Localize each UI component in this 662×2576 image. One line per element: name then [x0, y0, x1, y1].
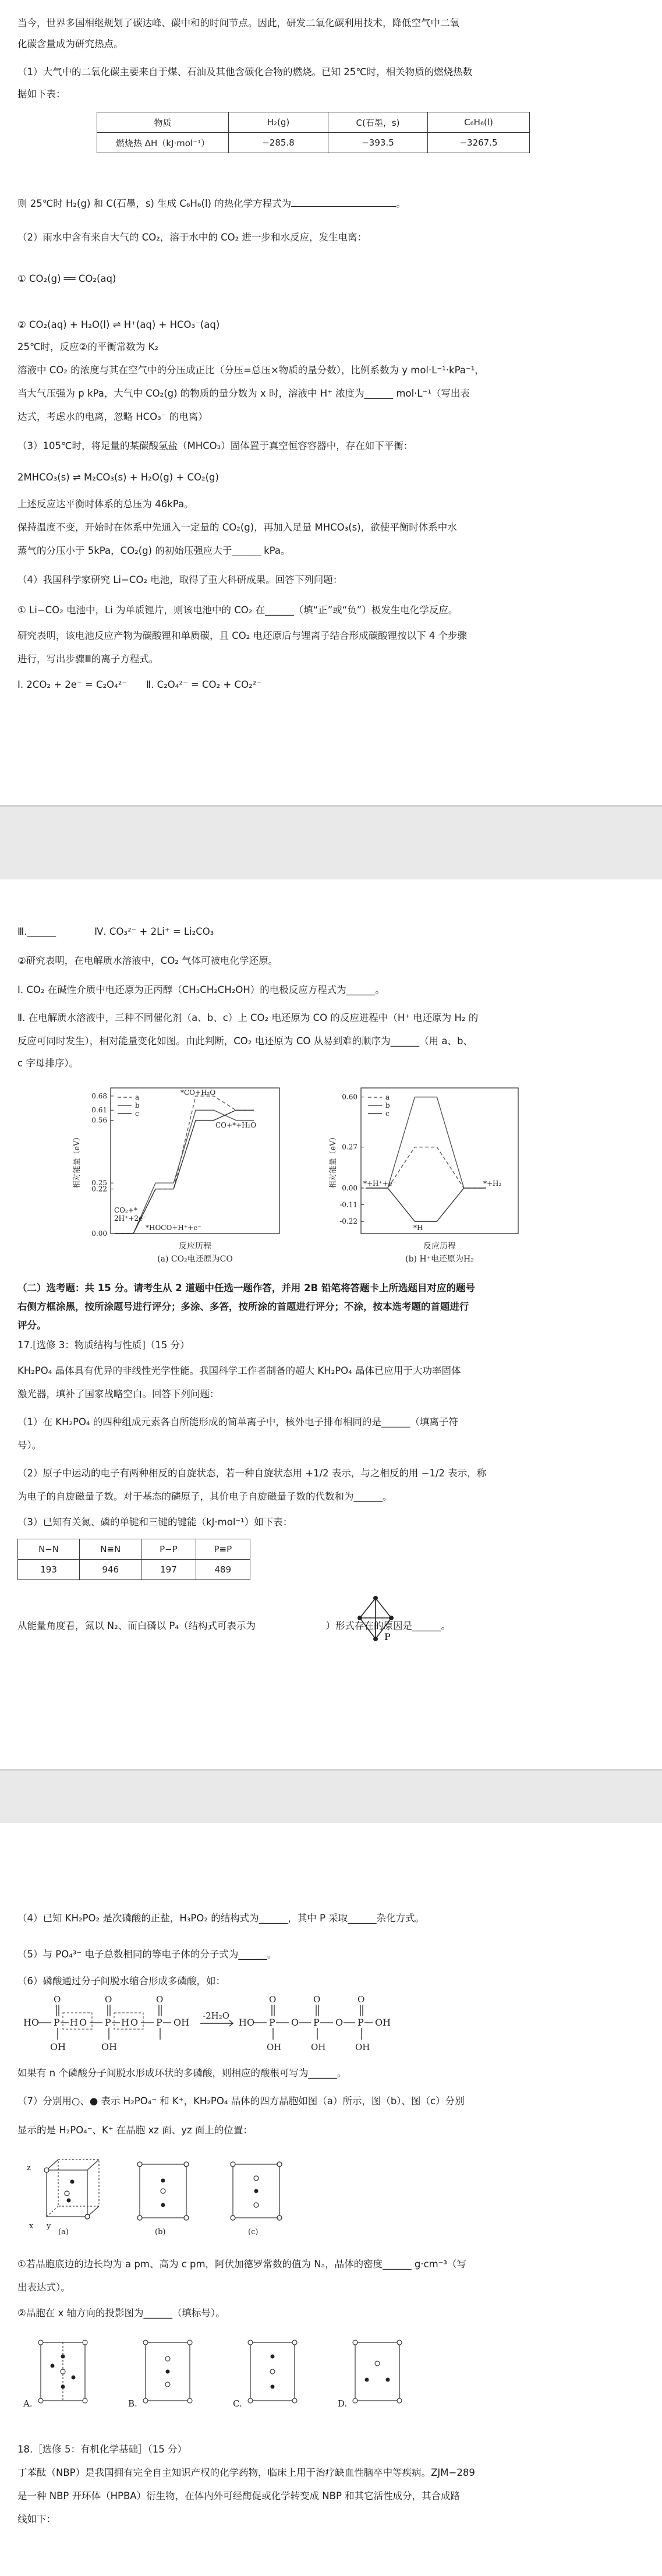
text-line: 上述反应达平衡时体系的总压为 46kPa。 — [17, 499, 194, 510]
cell-a-edge — [87, 2160, 99, 2170]
k-ion — [386, 2378, 390, 2382]
p4-bond — [376, 1598, 391, 1618]
text-line: ① Li−CO₂ 电池中，Li 为单质锂片，则该电池中的 CO₂ 在______（填“正”或“负”）极发生电化学反应。 — [17, 605, 458, 616]
text-line: 则 25℃时 H₂(g) 和 C(石墨，s) 生成 C₆H₆(l) 的热化学方程式为 。 — [17, 196, 646, 212]
page-divider — [0, 1769, 662, 1771]
text-line: 激光器，填补了国家战略空白。回答下列问题： — [17, 1388, 220, 1400]
h2po4-ion — [292, 2340, 297, 2345]
option-label: A. — [23, 2398, 33, 2409]
page-1 — [0, 0, 662, 807]
h2po4-ion — [187, 2340, 192, 2345]
option-d-frame — [355, 2342, 399, 2401]
k-ion — [61, 2385, 65, 2389]
chart-title: (b) H⁺电还原为H₂ — [405, 1255, 474, 1264]
table-header-cell: H₂(g) — [229, 112, 328, 133]
reaction-condition: -2H₂O — [203, 2010, 230, 2021]
y-tick-label: 0.00 — [342, 1183, 357, 1192]
plot-frame — [361, 1088, 518, 1234]
y-axis-label: 相对能量（eV） — [73, 1133, 82, 1189]
atom-label: O — [357, 1994, 365, 2005]
k-ion — [51, 2364, 55, 2368]
h2po4-ion — [254, 2203, 259, 2207]
atom-label: OH — [101, 2041, 118, 2052]
atom-label: O — [313, 1994, 321, 2005]
table-header-cell: N−N — [18, 1539, 80, 1560]
p4-bond — [360, 1618, 376, 1639]
legend-label: b — [135, 1101, 140, 1109]
text-line: （二）选考题：共 15 分。请考生从 2 道题中任选一题作答，并用 2B 铅笔将答题卡上所选题目对应的题号 — [17, 1282, 475, 1294]
text-line: （3）105℃时，将足量的某碳酸氢盐（MHCO₃）固体置于真空恒容容器中，存在如下平衡： — [17, 440, 413, 451]
h2po4-ion — [65, 2191, 69, 2196]
table-header-row — [97, 112, 530, 133]
crystal-cell-figures — [23, 2147, 349, 2246]
legend-label: c — [135, 1109, 139, 1118]
text-line: 蒸气的分压小于 5kPa，CO₂(g) 的初始压强应大于______ kPa。 — [17, 545, 291, 556]
atom-label: O — [335, 2017, 344, 2028]
y-tick-label: 0.60 — [342, 1093, 357, 1101]
text-line: 进行，写出步骤Ⅲ的离子方程式。 — [17, 653, 159, 665]
text-line: 如果有 n 个磷酸分子间脱水形成环状的多磷酸，则相应的酸根可写为______。 — [17, 2068, 347, 2079]
annotation: *+H₂ — [483, 1179, 502, 1188]
cell-a-back — [58, 2160, 99, 2206]
y-tick-label: 0.56 — [91, 1116, 107, 1125]
text-line: 达式，考虑水的电离，忽略 HCO₃⁻ 的电离） — [17, 411, 208, 422]
h2po4-ion — [353, 2340, 357, 2345]
option-label: C. — [233, 2398, 242, 2409]
text-line: Ⅱ. 在电解质水溶液中，三种不同催化剂（a、b、c）上 CO₂ 电还原为 CO 的反应进程中（H⁺ 电还原为 H₂ 的 — [17, 1012, 479, 1023]
table-cell: −3267.5 — [428, 133, 530, 153]
text-line: （2）雨水中含有来自大气的 CO₂，溶于水中的 CO₂ 进一步和水反应，发生电离： — [17, 232, 367, 243]
text-line: ① CO₂(g) ══ CO₂(aq) — [17, 273, 116, 284]
y-tick-label: -0.22 — [339, 1217, 357, 1226]
text-line: 当今，世界多国相继规划了碳达峰、碳中和的时间节点。因此，研发二氧化碳利用技术，降低空气中二氧 — [17, 17, 459, 29]
text-line: 评分。 — [17, 1320, 47, 1331]
text-line: Ⅲ.______ Ⅳ. CO₃²⁻ + 2Li⁺ = Li₂CO₃ — [17, 926, 214, 937]
atom-label: HO — [23, 2017, 40, 2028]
h2po4-ion — [231, 2215, 235, 2220]
h2po4-ion — [248, 2340, 253, 2345]
text-line: 化碳含量成为研究热点。 — [17, 38, 123, 50]
annotation: *CO+H₂O — [180, 1089, 216, 1097]
page-2 — [0, 879, 662, 1771]
k-ion — [254, 2189, 259, 2193]
h2po4-ion — [83, 2340, 87, 2345]
text-line: 研究表明，该电池反应产物为碳酸锂和单质碳，且 CO₂ 电还原后与锂离子结合形成碳酸锂按以下 4 个步骤 — [17, 630, 468, 641]
k-ion — [72, 2376, 76, 2380]
annotation: *+H⁺+e⁻ — [363, 1179, 397, 1188]
h2po4-ion — [397, 2340, 402, 2345]
text-line: （1）大气中的二氧化碳主要来自于煤、石油及其他含碳化合物的燃烧。已知 25℃时，相关物质的燃烧热数 — [17, 66, 473, 77]
atom-label: P — [105, 2017, 111, 2028]
text-line: 25℃时，反应②的平衡常数为 K₂ — [17, 341, 158, 352]
text-line: 17.[选修 3：物质结构与性质]（15 分） — [17, 1340, 190, 1351]
legend-label: c — [385, 1109, 390, 1118]
annotation: CO₂+* — [114, 1206, 137, 1214]
chart-title: (a) CO₂电还原为CO — [157, 1255, 233, 1264]
bond-energy-table — [17, 1539, 250, 1580]
y-tick-label: 0.00 — [91, 1229, 107, 1238]
text-line: （5）与 PO₄³⁻ 电子总数相同的等电子体的分子式为______。 — [17, 1949, 277, 1960]
table-header-cell: C₆H₆(l) — [428, 112, 530, 133]
h2po4-ion — [375, 2361, 380, 2366]
h2po4-ion — [254, 2176, 259, 2181]
text-span: 从能量角度看，氮以 N₂、而白磷以 P₄（结构式可表示为 — [17, 1620, 256, 1631]
text-line: 保持温度不变，开始时在体系中先通入一定量的 CO₂(g)，再加入足量 MHCO₃(s)，欲使平衡时体系中水 — [17, 522, 457, 533]
table-header-cell: C(石墨，s) — [328, 112, 428, 133]
atom-label: OH — [174, 2017, 190, 2028]
series-line-b — [366, 1097, 486, 1188]
text-line: 反应可同时发生），相对能量变化如图。由此判断，CO₂ 电还原为 CO 从易到难的顺序为______（用 a、b、 — [17, 1036, 473, 1047]
y-tick-label: 0.61 — [91, 1106, 107, 1115]
h2po4-ion — [143, 2340, 148, 2345]
table-row — [18, 1560, 250, 1580]
h2po4-ion — [137, 2215, 142, 2220]
h2po4-ion — [397, 2398, 402, 2403]
series-line-c — [366, 1188, 486, 1221]
atom-label: HO — [239, 2017, 255, 2028]
p4-structure — [349, 1590, 402, 1648]
legend-label: b — [385, 1101, 390, 1109]
k-ion — [67, 2199, 71, 2203]
text-line: 线如下： — [17, 2514, 56, 2525]
h2po4-ion — [38, 2340, 43, 2345]
k-ion — [161, 2179, 165, 2183]
text-line: 丁苯酞（NBP）是我国拥有完全自主知识产权的化学药物，临床上用于治疗缺血性脑卒中等疾病。ZJM−289 — [17, 2467, 475, 2478]
text-line: （3）已知有关氮、磷的单键和三键的键能（kJ·mol⁻¹）如下表： — [17, 1517, 293, 1528]
atom-label: OH — [267, 2042, 282, 2052]
h2po4-ion — [231, 2162, 235, 2167]
atom-label: O — [105, 1994, 112, 2005]
text-line: 右侧方框涂黑，按所涂题号进行评分；多涂、多答，按所涂的首题进行评分；不涂，按本选考题的首题进行 — [17, 1301, 469, 1312]
k-ion — [61, 2355, 65, 2359]
k-ion — [70, 2180, 75, 2184]
text-line: 据如下表： — [17, 89, 66, 100]
h2po4-ion — [270, 2369, 275, 2374]
y-tick-label: 0.25 — [91, 1179, 107, 1188]
projection-options — [12, 2331, 489, 2424]
table-header-cell: 物质 — [97, 112, 229, 133]
atom-label: P — [54, 2017, 60, 2028]
text-line: 出表达式）。 — [17, 2282, 70, 2293]
text-line: 是一种 NBP 开环体（HPBA）衍生物，在体内外可经酶促或化学转变成 NBP 和其它活性成分，其合成路 — [17, 2490, 461, 2501]
k-ion — [166, 2370, 170, 2374]
table-cell: 489 — [196, 1560, 250, 1580]
table-header-cell: P≡P — [196, 1539, 250, 1560]
h2po4-ion — [353, 2398, 357, 2403]
axis-label: x — [29, 2222, 34, 2231]
table-cell: 193 — [18, 1560, 80, 1580]
atom-label: O — [54, 1994, 61, 2005]
p4-atom — [389, 1616, 394, 1620]
atom-label: P — [313, 2017, 320, 2028]
figure-caption: (c) — [248, 2228, 259, 2236]
table-cell: 197 — [141, 1560, 196, 1580]
text-line: （7）分别用○、● 表示 H₂PO₄⁻ 和 K⁺，KH₂PO₄ 晶体的四方晶胞如图（a）所示，图（b）、图（c）分别 — [17, 2096, 465, 2107]
k-ion — [365, 2378, 369, 2382]
y-tick-label: 0.22 — [91, 1185, 107, 1193]
cell-a-edge — [47, 2206, 58, 2217]
table-cell: 946 — [80, 1560, 141, 1580]
axis-label: y — [47, 2222, 51, 2231]
text-line: （1）在 KH₂PO₄ 的四种组成元素各自所能形成的简单离子中，核外电子排布相同的是______（填离子符 — [17, 1416, 458, 1427]
annotation: CO+*+H₂O — [215, 1121, 257, 1129]
text-line: ②晶胞在 x 轴方向的投影图为______（填标号）。 — [17, 2308, 225, 2319]
text-line: ①若晶胞底边的边长均为 a pm、高为 c pm，阿伏加德罗常数的值为 Nₐ，晶体的密度______ g·cm⁻³（写 — [17, 2259, 467, 2270]
atom-label: H — [121, 2017, 129, 2028]
atom-label: OH — [50, 2041, 66, 2052]
text-line: 为电子的自旋磁量子数。对于基态的磷原子，其价电子自旋磁量子数的代数和为______。 — [17, 1491, 392, 1502]
h2po4-ion — [277, 2162, 282, 2167]
text-span: ）形式存在的原因是______。 — [325, 1620, 451, 1631]
table-header-row — [18, 1539, 250, 1560]
energy-chart-a — [70, 1077, 314, 1275]
atom-label: O — [291, 2017, 299, 2028]
atom-label: OH — [355, 2042, 370, 2052]
atom-label: OH — [375, 2017, 391, 2028]
p4-atom — [357, 1616, 362, 1620]
combustion-heat-table — [97, 112, 530, 153]
atom-label: O — [79, 2017, 87, 2028]
table-cell: −393.5 — [328, 133, 428, 153]
h2po4-ion — [184, 2215, 189, 2220]
legend-label: a — [135, 1093, 140, 1101]
atom-label: O — [130, 2017, 139, 2028]
h2po4-ion — [292, 2398, 297, 2403]
table-row-label: 燃烧热 ΔH（kJ·mol⁻¹） — [97, 133, 229, 153]
atom-label: P — [269, 2017, 275, 2028]
text-line: ②研究表明，在电解质水溶液中，CO₂ 气体可被电化学还原。 — [17, 955, 278, 966]
text-line: 溶液中 CO₂ 的浓度与其在空气中的分压成正比（分压=总压×物质的量分数），比例系数为 y mol·L⁻¹·kPa⁻¹， — [17, 365, 484, 376]
h2po4-ion — [38, 2398, 43, 2403]
option-label: D. — [338, 2398, 348, 2409]
k-ion — [271, 2355, 275, 2359]
h2po4-ion — [143, 2398, 148, 2403]
text-line: 号）。 — [17, 1440, 42, 1451]
text-line: Ⅰ. CO₂ 在碱性介质中电还原为正丙醇（CH₃CH₂CH₂OH）的电极反应方程式为______。 — [17, 984, 385, 995]
h2po4-ion — [44, 2168, 49, 2172]
figure-caption: (b) — [155, 2228, 166, 2236]
h2po4-ion — [187, 2398, 192, 2403]
text-line — [17, 1618, 646, 1634]
p4-atom — [373, 1596, 378, 1600]
p4-atom — [373, 1637, 378, 1641]
text-line: KH₂PO₄ 晶体具有优异的非线性光学性能。我国科学工作者制备的超大 KH₂PO₄ 晶体已应用于大功率固体 — [17, 1365, 461, 1376]
y-axis-label: 相对能量（eV） — [329, 1133, 338, 1189]
answer-blank — [291, 196, 396, 207]
page-divider — [0, 805, 662, 807]
text-line: 2MHCO₃(s) ⇌ M₂CO₃(s) + H₂O(g) + CO₂(g) — [17, 472, 219, 483]
atom-label: H — [70, 2017, 78, 2028]
text-line: （2）原子中运动的电子有两种相反的自旋状态，若一种自旋状态用 +1/2 表示，与之相反的用 −1/2 表示，称 — [17, 1468, 487, 1479]
text-line: Ⅰ. 2CO₂ + 2e⁻ = C₂O₄²⁻ Ⅱ. C₂O₄²⁻ = CO₂ + CO₂²⁻ — [17, 679, 261, 690]
p4-bond — [360, 1598, 376, 1618]
h2po4-ion — [165, 2382, 170, 2387]
atom-label: O — [269, 1994, 277, 2005]
x-axis-label: 反应历程 — [179, 1242, 211, 1251]
k-ion — [271, 2385, 275, 2389]
h2po4-ion — [165, 2356, 170, 2361]
atom-label: P — [156, 2017, 162, 2028]
h2po4-ion — [184, 2162, 189, 2167]
text-line: （4）已知 KH₂PO₂ 是次磷酸的正盐，H₃PO₂ 的结构式为______，其中 P 采取______杂化方式。 — [17, 1913, 425, 1924]
text-line: （4）我国科学家研究 Li−CO₂ 电池，取得了重大科研成果。回答下列问题： — [17, 574, 343, 585]
text-line: c 字母排序）。 — [17, 1058, 79, 1069]
table-row — [97, 133, 530, 153]
p4-label: P — [384, 1631, 391, 1642]
text-line: ② CO₂(aq) + H₂O(l) ⇌ H⁺(aq) + HCO₃⁻(aq) — [17, 319, 220, 330]
table-header-cell: N≡N — [80, 1539, 141, 1560]
h2po4-ion — [83, 2398, 87, 2403]
y-tick-label: 0.27 — [342, 1143, 357, 1151]
figure-caption: (a) — [58, 2228, 69, 2236]
phosphate-condensation-equation — [17, 1993, 495, 2057]
energy-chart-b — [326, 1077, 536, 1275]
text-span: 则 25℃时 H₂(g) 和 C(石墨，s) 生成 C₆H₆(l) 的热化学方程式为 — [17, 198, 292, 209]
axis-label: z — [27, 2164, 31, 2172]
table-cell: −285.8 — [229, 133, 328, 153]
table-header-cell: P−P — [141, 1539, 196, 1560]
y-tick-label: 0.68 — [91, 1091, 107, 1100]
atom-label: OH — [311, 2042, 326, 2052]
text-line: 当大气压强为 p kPa，大气中 CO₂(g) 的物质的量分数为 x 时，溶液中 H⁺ 浓度为______ mol·L⁻¹（写出表 — [17, 388, 470, 399]
k-ion — [161, 2203, 165, 2207]
h2po4-ion — [85, 2214, 90, 2219]
h2po4-ion — [248, 2398, 253, 2403]
text-line: 显示的是 H₂PO₄⁻、K⁺ 在晶胞 xz 面、yz 面上的位置： — [17, 2125, 253, 2136]
page-3 — [0, 1823, 662, 2576]
h2po4-ion — [61, 2369, 65, 2374]
annotation: *H — [413, 1224, 423, 1232]
atom-label: P — [357, 2017, 364, 2028]
text-line: （6）磷酸通过分子间脱水缩合形成多磷酸，如： — [17, 1976, 225, 1987]
legend-label: a — [385, 1093, 390, 1101]
h2po4-ion — [161, 2189, 165, 2193]
annotation: *HOCO+H⁺+e⁻ — [146, 1224, 201, 1232]
atom-label: O — [156, 1994, 164, 2005]
x-axis-label: 反应历程 — [423, 1242, 456, 1251]
h2po4-ion — [277, 2215, 282, 2220]
h2po4-ion — [137, 2162, 142, 2167]
y-tick-label: -0.11 — [339, 1200, 357, 1209]
annotation: 2H⁺+2e⁻ — [114, 1214, 147, 1222]
text-line: 18.［选修 5：有机化学基础］（15 分） — [17, 2444, 187, 2455]
option-label: B. — [128, 2398, 137, 2409]
